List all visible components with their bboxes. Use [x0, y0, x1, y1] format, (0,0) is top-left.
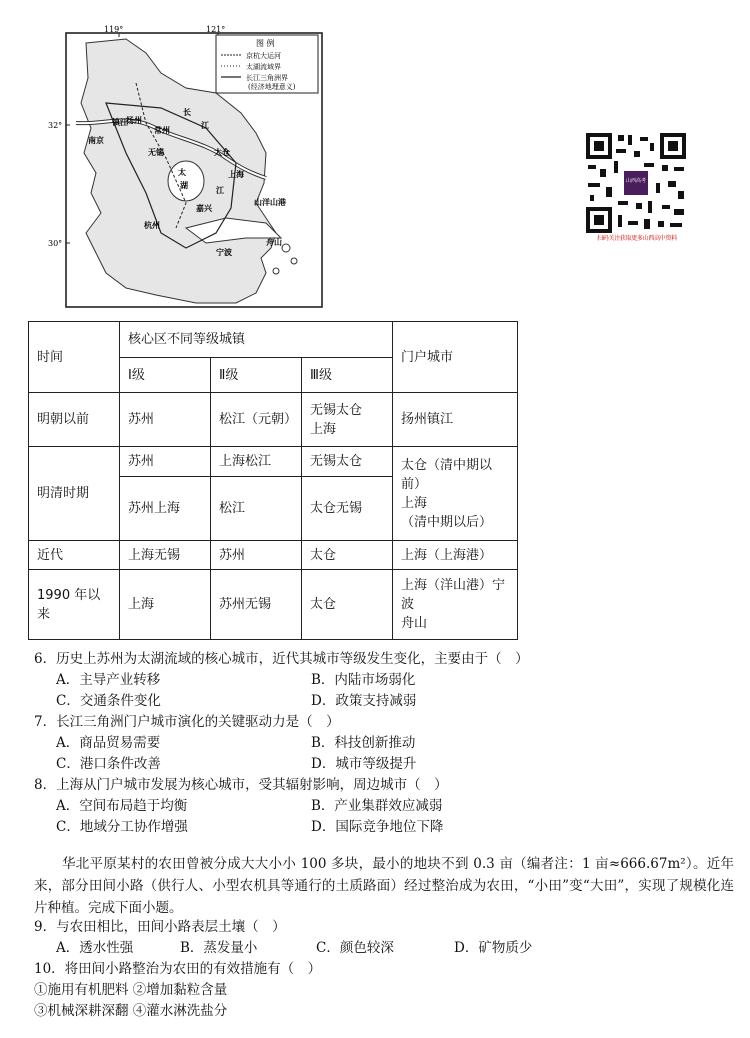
option[interactable]: D．国际竞争地位下降 [311, 819, 444, 835]
question-6-options [34, 691, 529, 712]
question-6-stem: 6．历史上苏州为太湖流域的核心城市，近代其城市等级发生变化，主要由于（ ） [34, 651, 529, 667]
cell-l2: 上海松江 [211, 447, 302, 477]
option[interactable]: A．空间布局趋于均衡 [56, 798, 188, 814]
legend-taihu: 太湖流域界 [246, 63, 281, 71]
place-hangzhou: 杭州 [144, 220, 160, 230]
place-wuxi: 无锡 [148, 147, 164, 157]
place-chang: 长 [183, 107, 191, 117]
cell-line: 上海（洋山港）宁 [401, 578, 506, 593]
option[interactable]: A．主导产业转移 [56, 672, 161, 688]
lon-label-119: 119° [104, 25, 124, 34]
question-9-options [34, 938, 532, 959]
question-8-options [34, 817, 529, 838]
option[interactable]: C．交通条件变化 [56, 693, 161, 709]
place-yangzhou: 扬州 [126, 115, 142, 125]
cell-l1: 上海无锡 [120, 541, 211, 570]
option[interactable]: B．产业集群效应减弱 [311, 798, 443, 814]
header-core: 核心区不同等级城镇 [120, 322, 393, 358]
option[interactable]: A．商品贸易需要 [56, 735, 161, 751]
header-level-1: Ⅰ级 [120, 358, 211, 393]
cell-l1: 苏州上海 [120, 477, 211, 541]
option[interactable]: A．透水性强 [56, 940, 134, 956]
place-changzhou: 常州 [154, 125, 170, 135]
cell-time: 明朝以前 [29, 393, 120, 447]
place-yangshan: 山洋山港 [254, 197, 286, 207]
question-6-options [34, 670, 529, 691]
cell-l2: 松江（元朝） [211, 393, 302, 447]
cell-l2: 松江 [211, 477, 302, 541]
header-level-3: Ⅲ级 [302, 358, 393, 393]
question-10-stem: 10．将田间小路整治为农田的有效措施有（ ） [34, 961, 322, 977]
header-level-2: Ⅱ级 [211, 358, 302, 393]
place-zhenjiang: 镇江 [112, 117, 128, 127]
cell-l1: 苏州 [120, 447, 211, 477]
legend-delta: 长江三角洲界 [246, 74, 288, 82]
option[interactable]: C．颜色较深 [316, 940, 394, 956]
place-hu: 湖 [180, 180, 188, 190]
cell-l1: 上海 [120, 570, 211, 640]
cell-gate [393, 570, 518, 640]
cell-gate: 扬州镇江 [393, 393, 518, 447]
material-passage: 华北平原某村的农田曾被分成大大小小 100 多块，最小的地块不到 0.3 亩（编者注：1 亩≈666.67m²）。近年来，部分田间小路（供行人、小型农机具等通行的土质路面）经过整治成为农田，“小田”变“大田”，实现了规模化连片种植。完成下面小题。 [34, 856, 734, 916]
cell-line: 上海 [401, 495, 428, 511]
place-shanghai: 上海 [228, 169, 244, 179]
legend-canal: 京杭大运河 [246, 52, 281, 60]
option[interactable]: C．港口条件改善 [56, 756, 161, 772]
qr-center-label: 山西高考 [625, 178, 647, 184]
lon-label-121: 121° [206, 25, 226, 34]
place-ningbo: 宁波 [216, 247, 232, 257]
legend-title: 图 例 [256, 39, 275, 48]
question-7-options [34, 754, 529, 775]
qr-code[interactable] [584, 131, 688, 235]
cell-l3: 太仓无锡 [302, 477, 393, 541]
cell-line: 太仓（清中期以 [401, 457, 493, 473]
question-10-item: ①施用有机肥料 ②增加黏粒含量 [34, 982, 228, 998]
option[interactable]: D．政策支持减弱 [311, 693, 417, 709]
option[interactable]: B．蒸发量小 [180, 940, 258, 956]
cell-line: 舟山 [401, 616, 428, 631]
place-zhoushan: 舟山 [266, 237, 282, 247]
cell-l1: 苏州 [120, 393, 211, 447]
cell-line: 无锡太仓 [310, 402, 363, 418]
yangtze-delta-map [48, 25, 322, 307]
option[interactable]: B．内陆市场弱化 [311, 672, 416, 688]
cell-gate: 上海（上海港） [393, 541, 518, 570]
question-7-options [34, 733, 529, 754]
question-block-9-10 [34, 917, 532, 1022]
option[interactable]: B．科技创新推动 [311, 735, 416, 751]
place-jiang2: 江 [216, 185, 224, 195]
place-jiang: 江 [201, 120, 209, 130]
cell-line: 波 [401, 597, 415, 612]
city-level-table [28, 321, 518, 640]
question-10-item: ③机械深耕深翻 ④灌水淋洗盐分 [34, 1003, 228, 1019]
cell-line: 上海 [310, 421, 337, 437]
cell-l3 [302, 393, 393, 447]
lat-label-32: 32° [48, 121, 63, 130]
cell-l3: 太仓 [302, 570, 393, 640]
question-8-stem: 8．上海从门户城市发展为核心城市，受其辐射影响，周边城市（ ） [34, 777, 448, 793]
cell-time: 1990 年以来 [29, 570, 120, 640]
cell-line: 前） [401, 476, 428, 492]
cell-line: （清中期以后） [401, 514, 493, 530]
cell-l3: 无锡太仓 [302, 447, 393, 477]
header-time: 时间 [29, 322, 120, 393]
legend-delta-note: (经济地理意义) [248, 83, 296, 91]
lat-label-30: 30° [48, 239, 63, 248]
option[interactable]: C．地域分工协作增强 [56, 819, 188, 835]
place-nanjing: 南京 [88, 135, 104, 145]
cell-l2: 苏州 [211, 541, 302, 570]
place-tai: 太 [178, 167, 186, 177]
cell-time: 近代 [29, 541, 120, 570]
cell-l2: 苏州无锡 [211, 570, 302, 640]
option[interactable]: D．矿物质少 [454, 940, 533, 956]
place-jiaxing: 嘉兴 [196, 203, 212, 213]
header-gate: 门户城市 [393, 322, 518, 393]
question-block-6-8 [34, 649, 529, 838]
cell-gate [393, 447, 518, 541]
question-9-stem: 9．与农田相比，田间小路表层土壤（ ） [34, 919, 286, 935]
cell-time: 明清时期 [29, 447, 120, 541]
option[interactable]: D．城市等级提升 [311, 756, 417, 772]
place-taicang: 太仓 [214, 147, 230, 157]
qr-caption: 扫码关注获取更多山西高中资料 [597, 235, 677, 242]
cell-l3: 太仓 [302, 541, 393, 570]
question-7-stem: 7．长江三角洲门户城市演化的关键驱动力是（ ） [34, 714, 340, 730]
question-8-options [34, 796, 529, 817]
